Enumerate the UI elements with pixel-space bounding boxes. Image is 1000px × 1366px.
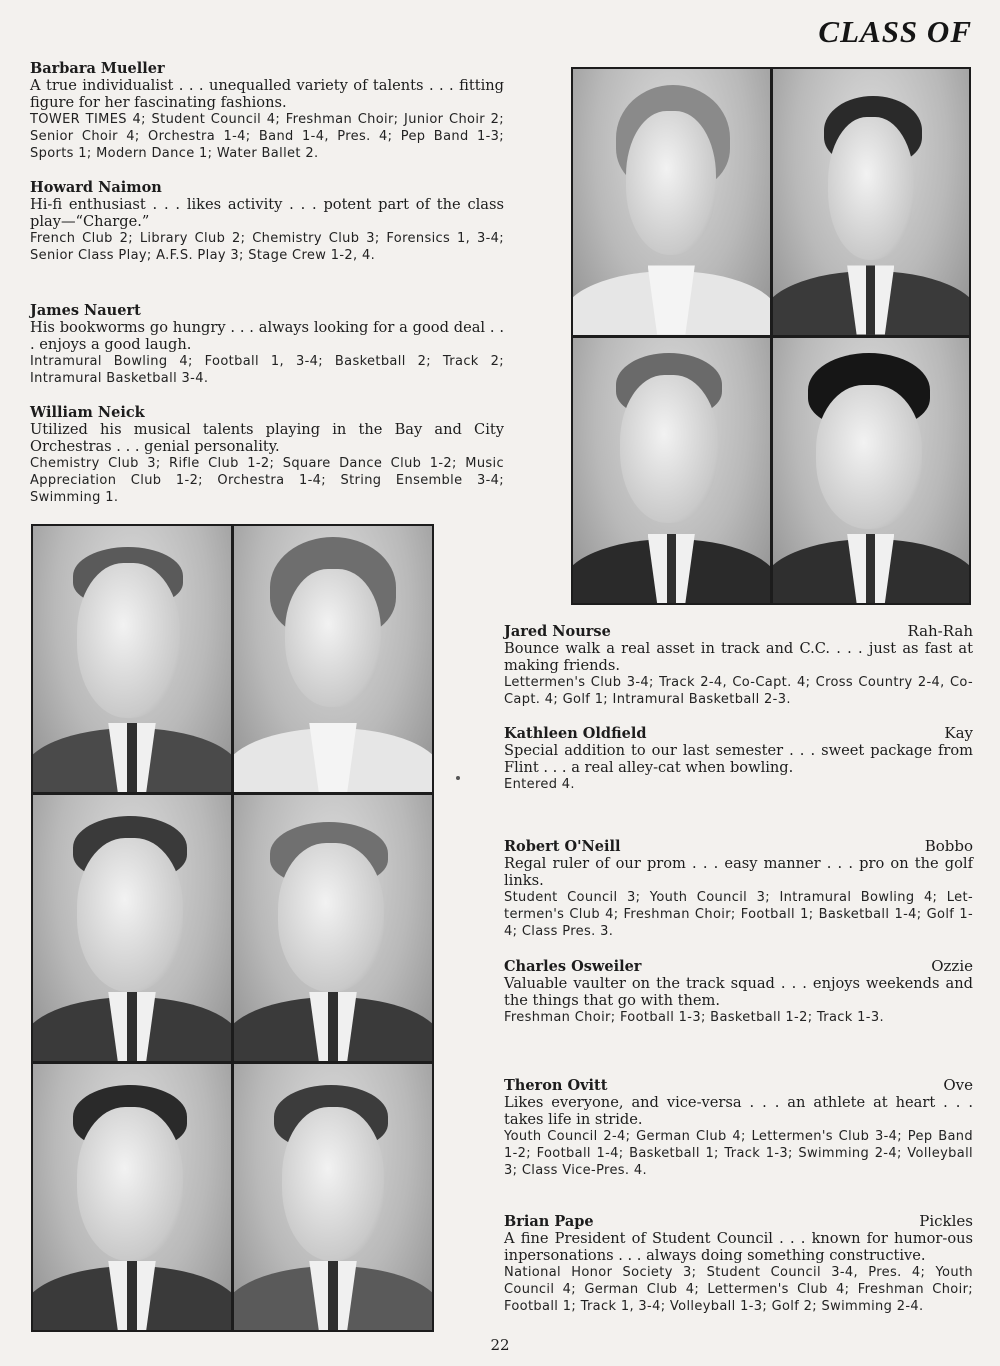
student-nickname: Pickles bbox=[919, 1212, 973, 1230]
student-activities: Lettermen's Club 3-4; Track 2-4, Co-Capt. 4; Cross Country 2-4, Co-Capt. 4; Golf 1; Intramural Basketball 2-3. bbox=[504, 675, 973, 707]
student-description: Utilized his musical talents playing in the Bay and City Orchestras . . . genial personality. bbox=[30, 421, 504, 455]
portrait-photo bbox=[573, 338, 770, 604]
student-description: Valuable vaulter on the track squad . . . enjoys weekends and the things that go with them. bbox=[504, 975, 973, 1009]
student-activities: Intramural Bowling 4; Football 1, 3-4; Basketball 2; Track 2; Intramural Basketball 3-4. bbox=[30, 354, 504, 386]
student-nickname: Bobbo bbox=[924, 837, 973, 855]
student-name: Kathleen Oldfield bbox=[504, 725, 647, 742]
student-activities: Student Council 3; Youth Council 3; Intramural Bowling 4; Let-termen's Club 4; Freshman Choir; Football 1; Basketball 1-4; Golf 1-4; Class Pres. 3. bbox=[504, 890, 973, 939]
student-entry-oneill bbox=[504, 837, 973, 940]
student-entry-ovitt bbox=[504, 1076, 973, 1179]
photo-grid-top-right bbox=[571, 67, 971, 605]
student-description: A fine President of Student Council . . . known for humor-ous inpersonations . . . always doing something constructive. bbox=[504, 1230, 973, 1264]
student-activities: French Club 2; Library Club 2; Chemistry Club 3; Forensics 1, 3-4; Senior Class Play; A.F.S. Play 3; Stage Crew 1-2, 4. bbox=[30, 231, 504, 263]
student-activities: Freshman Choir; Football 1-3; Basketball 1-2; Track 1-3. bbox=[504, 1010, 884, 1025]
student-entry-nauert bbox=[30, 302, 504, 387]
student-entry-mueller bbox=[30, 60, 504, 162]
student-activities: TOWER TIMES 4; Student Council 4; Freshman Choir; Junior Choir 2; Senior Choir 4; Orchestra 1-4; Band 1-4, Pres. 4; Pep Band 1-3; Sports 1; Modern Dance 1; Water Ballet 2. bbox=[30, 112, 504, 161]
student-entry-osweiler bbox=[504, 957, 973, 1026]
student-name: Robert O'Neill bbox=[504, 838, 621, 855]
page-number: 22 bbox=[490, 1336, 510, 1354]
student-name: Theron Ovitt bbox=[504, 1077, 608, 1094]
student-description: A true individualist . . . unequalled variety of talents . . . fitting figure for her fascinating fashions. bbox=[30, 77, 504, 111]
student-description: Special addition to our last semester . . . sweet package from Flint . . . a real alley-cat when bowling. bbox=[504, 742, 973, 776]
student-name: Howard Naimon bbox=[30, 179, 162, 196]
student-description: Regal ruler of our prom . . . easy manner . . . pro on the golf links. bbox=[504, 855, 973, 889]
student-name: William Neick bbox=[30, 404, 145, 421]
student-entry-pape bbox=[504, 1212, 973, 1315]
student-activities: National Honor Society 3; Student Council 3-4, Pres. 4; Youth Council 4; German Club 4; Lettermen's Club 4; Freshman Choir; Football 1; Track 1, 3-4; Volleyball 1-3; Golf 2; Swimming 2-4. bbox=[504, 1265, 973, 1314]
student-activities: Entered 4. bbox=[504, 777, 575, 792]
student-description: His bookworms go hungry . . . always looking for a good deal . . . enjoys a good laugh. bbox=[30, 319, 504, 353]
student-name: Barbara Mueller bbox=[30, 60, 165, 77]
student-entry-nourse bbox=[504, 622, 973, 708]
student-name: James Nauert bbox=[30, 302, 141, 319]
portrait-photo bbox=[33, 526, 231, 792]
student-description: Bounce walk a real asset in track and C.C. . . . just as fast at making friends. bbox=[504, 640, 973, 674]
student-description: Hi-fi enthusiast . . . likes activity . . . potent part of the class play—“Charge.” bbox=[30, 196, 504, 230]
photo-grid-bottom-left bbox=[31, 524, 434, 1332]
portrait-photo bbox=[773, 338, 970, 604]
portrait-photo bbox=[33, 795, 231, 1061]
student-nickname: Ozzie bbox=[931, 957, 973, 975]
portrait-photo bbox=[234, 526, 432, 792]
student-name: Charles Osweiler bbox=[504, 958, 642, 975]
student-entry-naimon bbox=[30, 179, 504, 264]
student-entry-neick bbox=[30, 404, 504, 506]
portrait-photo bbox=[773, 69, 970, 335]
student-entry-oldfield bbox=[504, 724, 973, 793]
student-description: Likes everyone, and vice-versa . . . an athlete at heart . . . takes life in stride. bbox=[504, 1094, 973, 1128]
student-nickname: Kay bbox=[944, 724, 973, 742]
portrait-photo bbox=[573, 69, 770, 335]
student-name: Brian Pape bbox=[504, 1213, 594, 1230]
portrait-photo bbox=[33, 1064, 231, 1330]
page-header: CLASS OF bbox=[818, 14, 972, 49]
student-activities: Chemistry Club 3; Rifle Club 1-2; Square Dance Club 1-2; Music Appreciation Club 1-2; Orchestra 1-4; String Ensemble 3-4; Swimming 1. bbox=[30, 456, 504, 505]
student-activities: Youth Council 2-4; German Club 4; Lettermen's Club 3-4; Pep Band 1-2; Football 1-4; Basketball 1; Track 1-3; Swimming 2-4; Volleyball 3; Class Vice-Pres. 4. bbox=[504, 1129, 973, 1178]
portrait-photo bbox=[234, 795, 432, 1061]
student-nickname: Rah-Rah bbox=[907, 622, 973, 640]
student-name: Jared Nourse bbox=[504, 623, 611, 640]
student-nickname: Ove bbox=[943, 1076, 973, 1094]
stray-ink-dot bbox=[456, 776, 460, 780]
portrait-photo bbox=[234, 1064, 432, 1330]
